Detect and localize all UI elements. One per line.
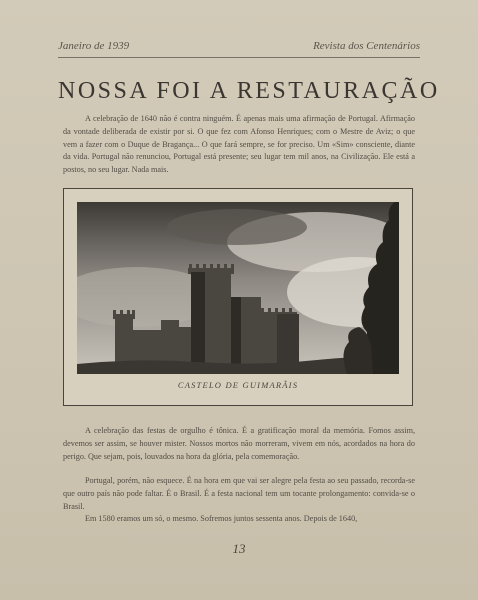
- header-rule: [58, 57, 420, 58]
- paragraph-text: Em 1580 eramos um só, o mesmo. Sofremos juntos sessenta anos. Depois de 1640,: [85, 514, 358, 523]
- body-paragraph: [63, 513, 415, 526]
- publication-name: Revista dos Centenários: [313, 40, 420, 52]
- page-header: [58, 40, 420, 56]
- article-title: NOSSA FOI A RESTAURAÇÃO: [58, 78, 440, 104]
- body-paragraph: [63, 425, 415, 463]
- intro-text: A celebração de 1640 não é contra ninguém. É apenas mais uma afirmação de Portugal. Afirmação da vontade deliberada de existir por si. O que fez com Afonso Henriques; com o Mestre de Aviz; o que vem a fazer com o Duque de Bragança... O que fará sempre, se for preciso. Um «Sim» consciente, diante da vida. Portugal não renunciou, Portugal está presente; seu lugar tem mil anos, na Civilização. Ele está a postos, no seu lugar. Nada mais.: [63, 114, 415, 175]
- photo-caption: CASTELO DE GUIMARÃIS: [177, 380, 299, 390]
- body-paragraph: [63, 475, 415, 513]
- paragraph-text: Portugal, porém, não esquece. É na hora em que vai ser alegre pela festa ao seu passado, recorda-se que outro país não pode faltar. É o Brasil. É a festa nacional tem um tocante prolongamento: convida-se o Brasil.: [63, 476, 415, 511]
- issue-date: Janeiro de 1939: [58, 40, 130, 52]
- intro-paragraph: [63, 113, 415, 177]
- castle-photo: [77, 202, 399, 374]
- paragraph-text: A celebração das festas de orgulho é tônica. É a gratificação moral da memória. Fomos assim, devemos ser assim, se houver mister. Nossos mortos não morreram, vivem em nós, acordados na hora do perigo. Que sejam, pois, louvados na hora da glória, pela comemoração.: [63, 426, 415, 461]
- page-number: 13: [232, 541, 246, 556]
